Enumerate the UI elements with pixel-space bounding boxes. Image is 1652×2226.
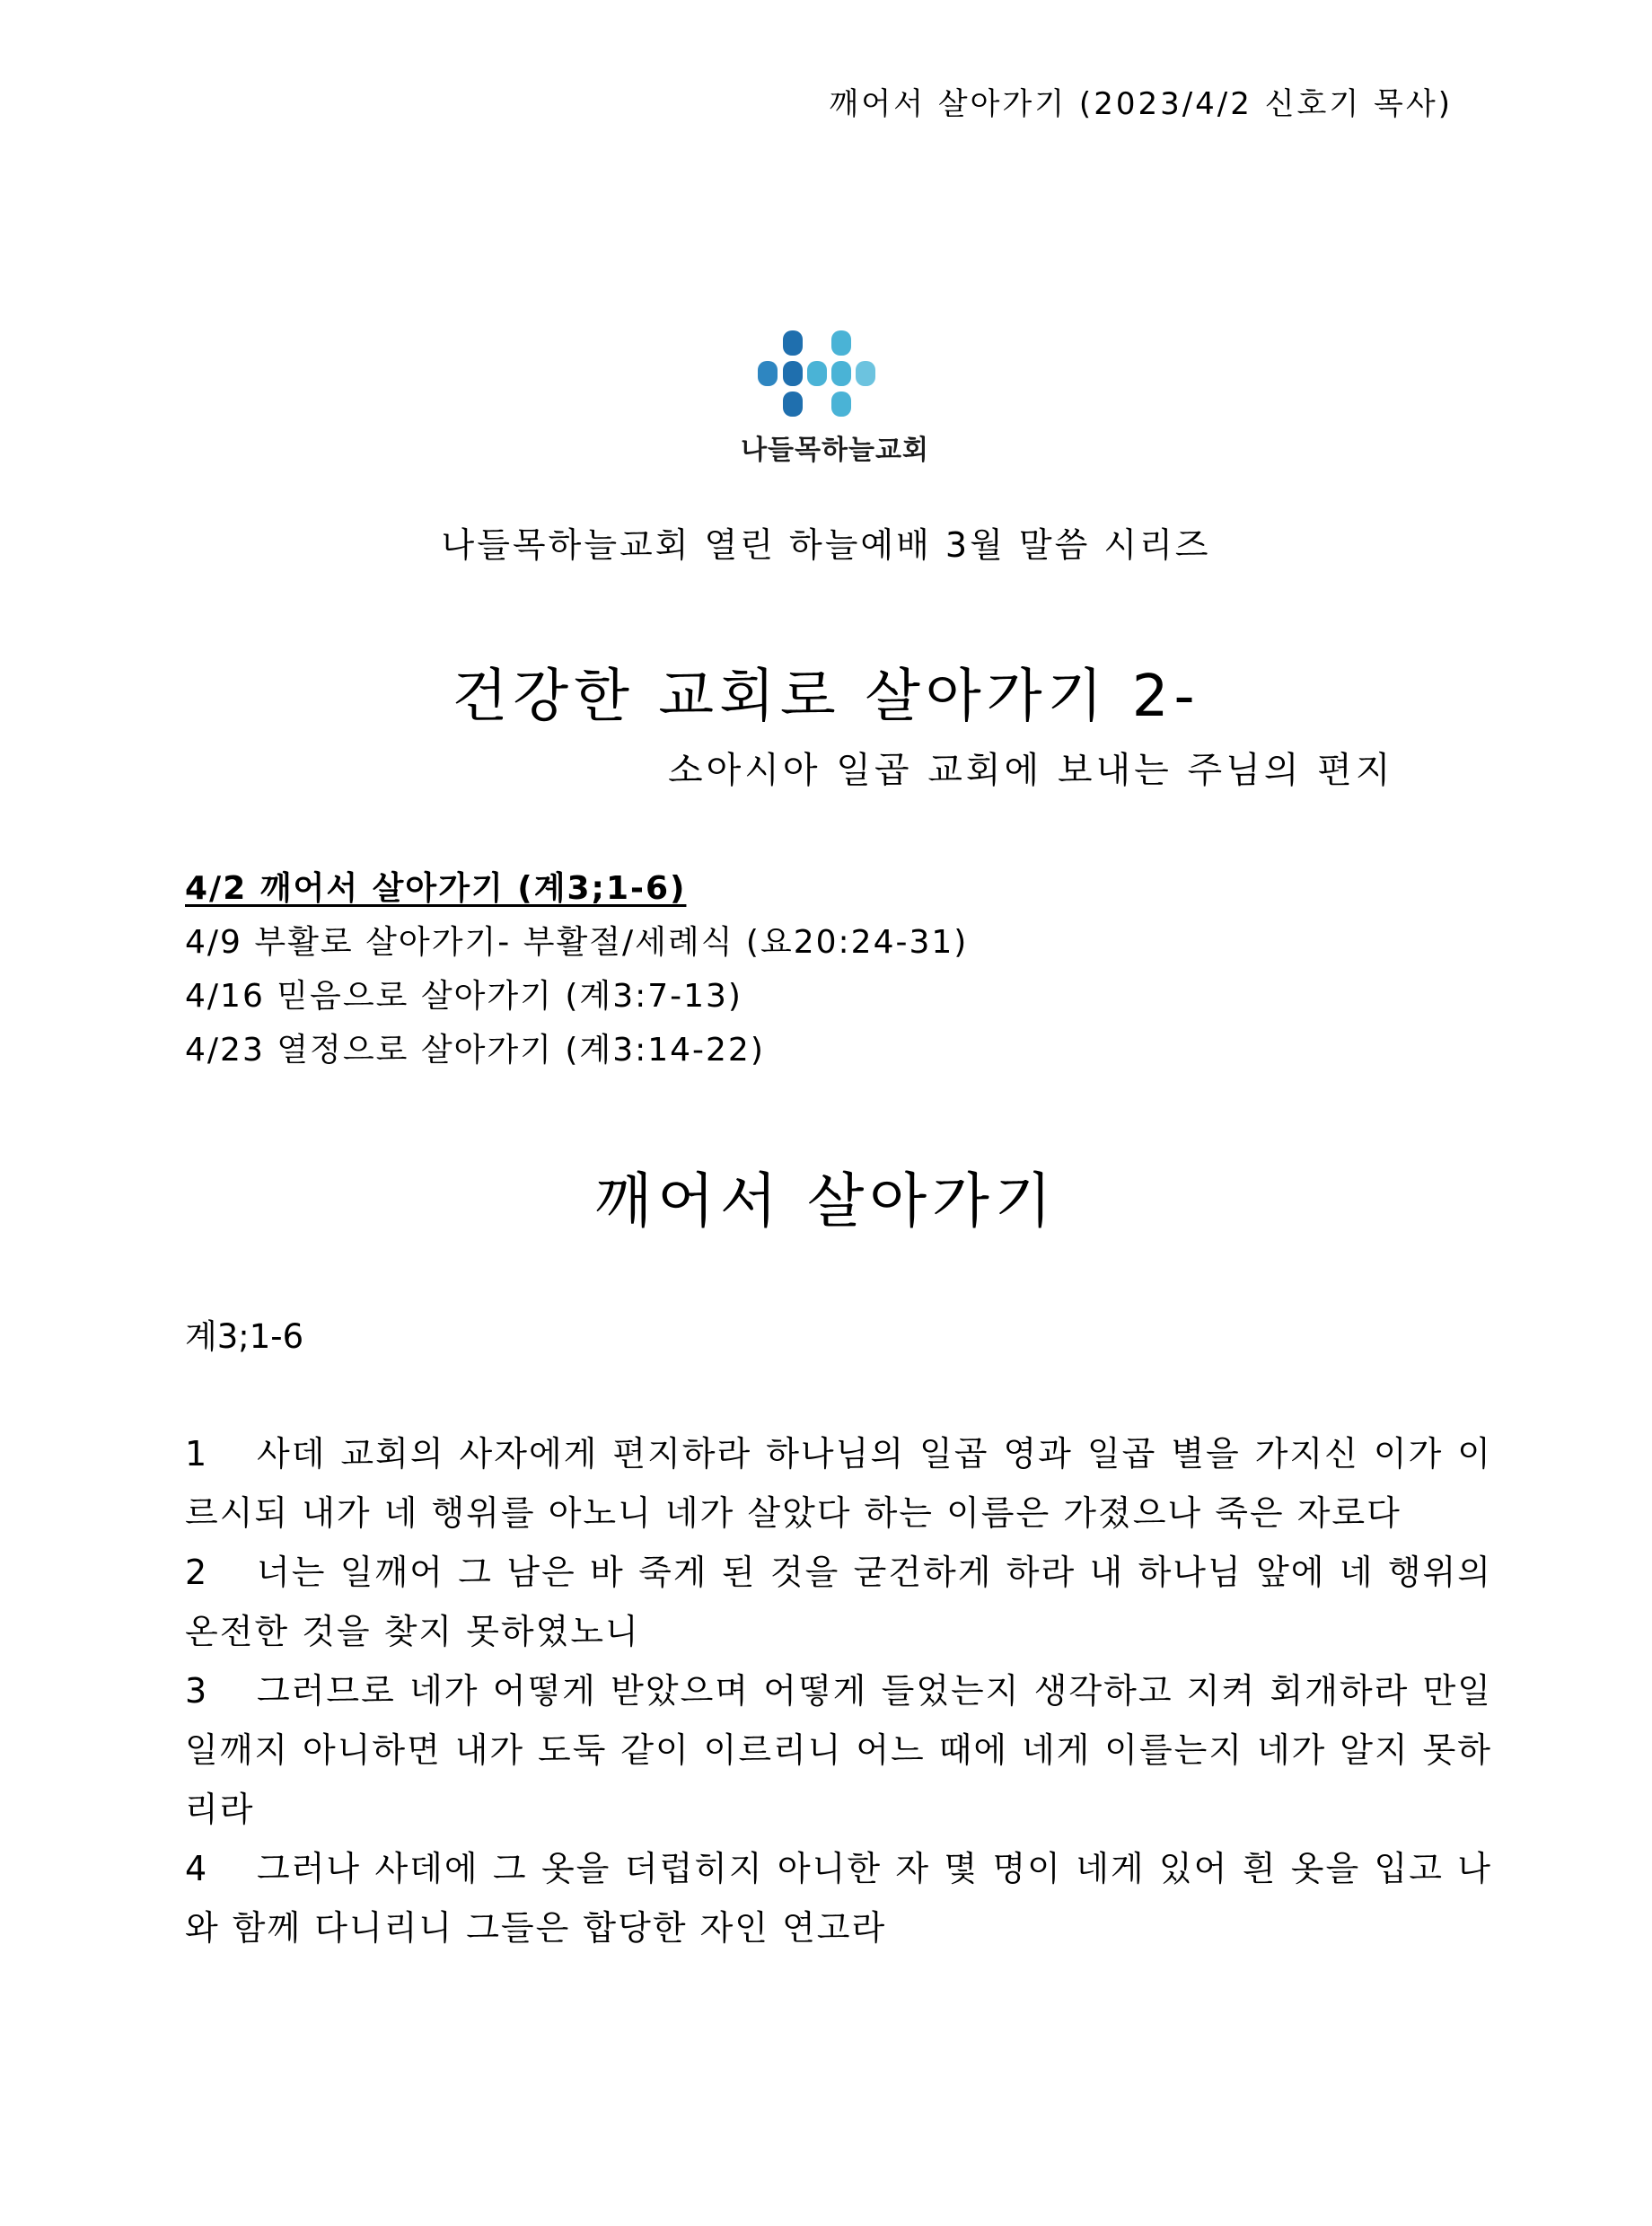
verse: [185, 1661, 1492, 1839]
sermon-title: 깨어서 살아가기: [594, 1166, 1058, 1236]
verse-text: 그러나 사데에 그 옷을 더럽히지 아니한 자 몇 명이 네게 있어 흰 옷을 입고 나와 함께 다니리니 그들은 합당한 자인 연고라: [185, 1849, 1492, 1948]
verse-number: 3: [185, 1671, 209, 1711]
scripture-passage: [185, 1424, 1492, 1958]
verse-text: 그러므로 네가 어떻게 받았으며 어떻게 들었는지 생각하고 지켜 회개하라 만일 일깨지 아니하면 내가 도둑 같이 이르리니 어느 때에 네게 이를는지 네가 알지 못하리라: [185, 1671, 1492, 1829]
series-subtitle: 소아시아 일곱 교회에 보내는 주님의 편지: [668, 750, 1394, 791]
verse: [185, 1424, 1492, 1543]
schedule-item: 4/23 열정으로 살아가기 (계3:14-22): [185, 1032, 765, 1069]
schedule-item-current: 4/2 깨어서 살아가기 (계3;1-6): [185, 870, 687, 907]
verse: [185, 1839, 1492, 1958]
schedule-item: 4/9 부활로 살아가기- 부활절/세례식 (요20:24-31): [185, 924, 969, 961]
series-title: 건강한 교회로 살아가기 2-: [452, 664, 1200, 730]
scripture-reference: 계3;1-6: [185, 1317, 304, 1356]
verse-number: 4: [185, 1849, 209, 1888]
verse-text: 너는 일깨어 그 남은 바 죽게 된 것을 굳건하게 하라 내 하나님 앞에 네 행위의 온전한 것을 찾지 못하였노니: [185, 1553, 1492, 1651]
series-description: 나들목하늘교회 열린 하늘예배 3월 말씀 시리즈: [441, 525, 1211, 565]
sermon-schedule: [185, 862, 968, 1078]
verse-number: 2: [185, 1553, 209, 1592]
verse-text: 사데 교회의 사자에게 편지하라 하나님의 일곱 영과 일곱 별을 가지신 이가 이르시되 내가 네 행위를 아노니 네가 살았다 하는 이름은 가졌으나 죽은 자로다: [185, 1434, 1492, 1533]
document-header: 깨어서 살아가기 (2023/4/2 신호기 목사): [829, 86, 1453, 122]
verse-number: 1: [185, 1434, 209, 1474]
church-logo-text: 나들목하늘교회: [741, 435, 929, 466]
verse: [185, 1543, 1492, 1661]
schedule-item: 4/16 믿음으로 살아가기 (계3:7-13): [185, 978, 743, 1015]
